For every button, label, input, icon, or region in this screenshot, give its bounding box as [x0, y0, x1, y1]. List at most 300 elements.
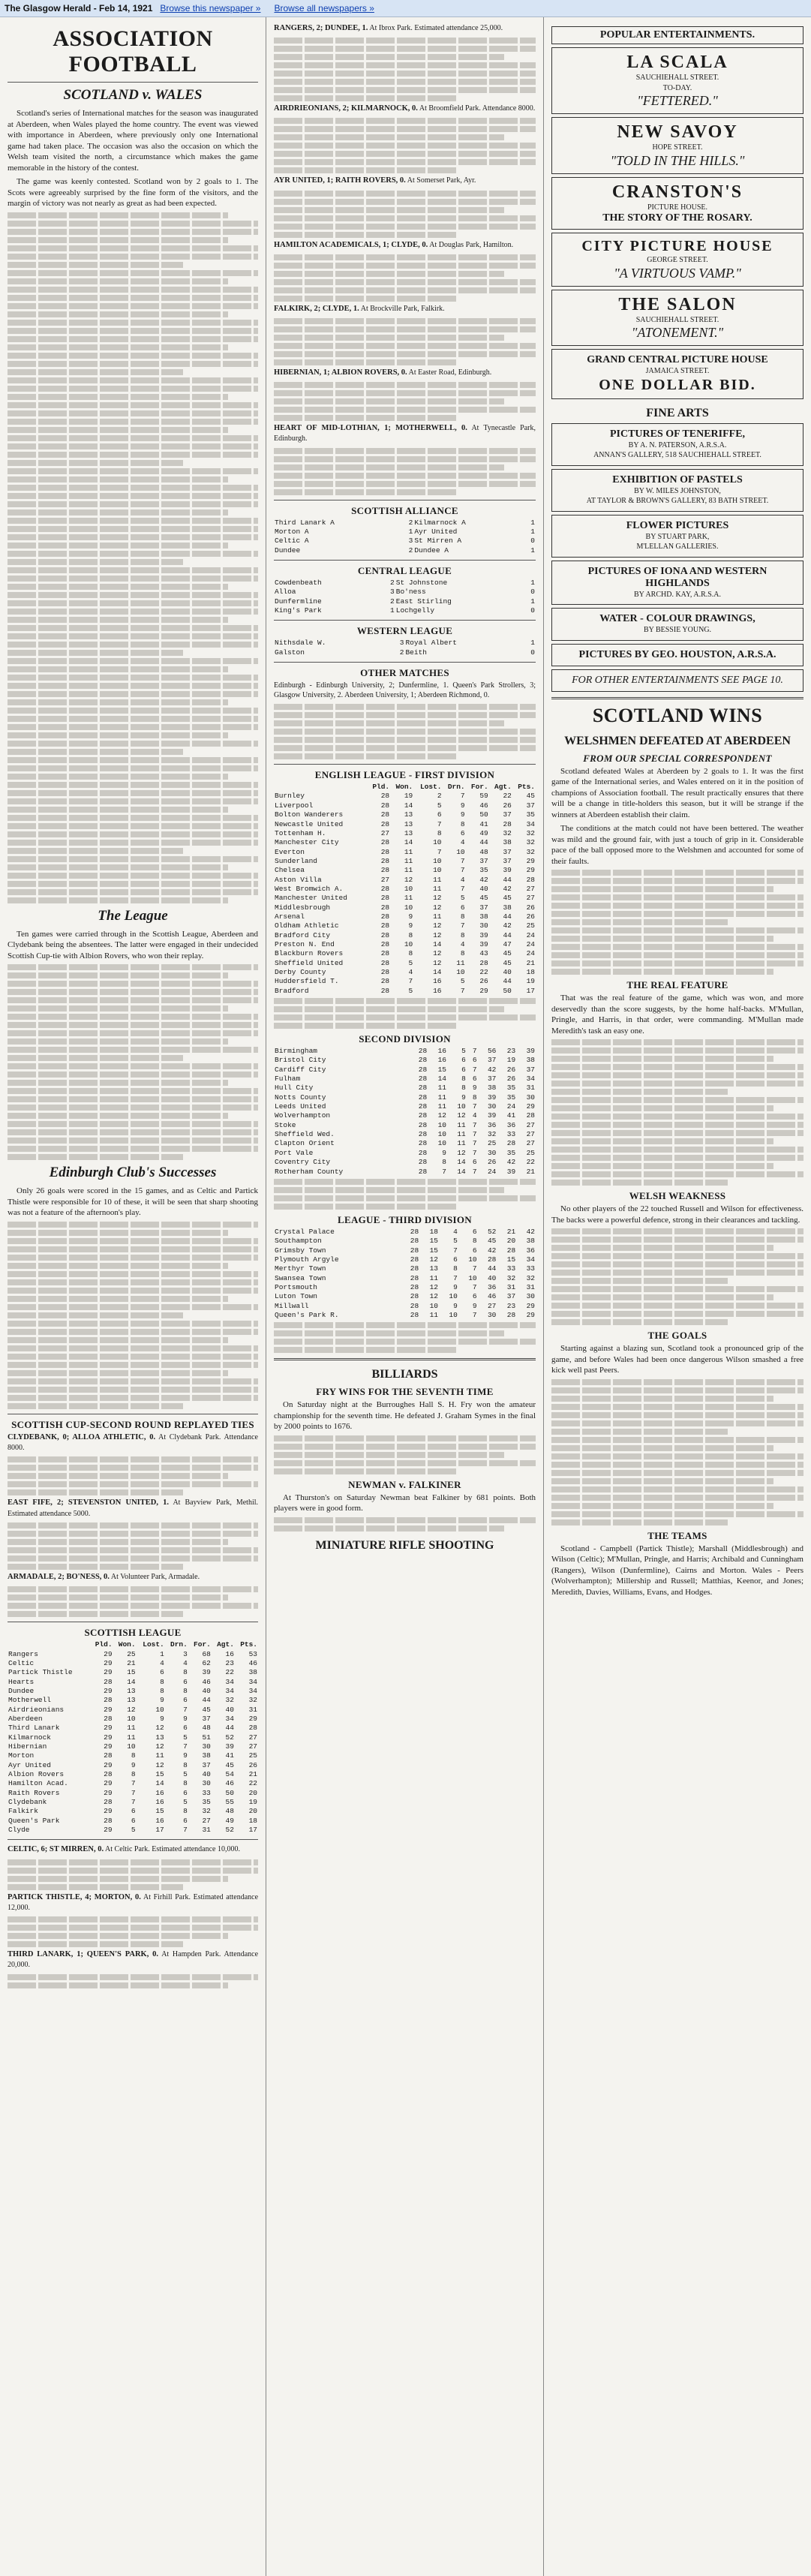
stat-cell: 33: [526, 1264, 535, 1273]
stat-cell: 28: [380, 912, 390, 921]
stat-cell: 8: [183, 1760, 188, 1769]
stat-cell: 26: [487, 1158, 497, 1167]
team-name: Dundee A: [414, 546, 449, 555]
stat-cell: 28: [418, 1102, 428, 1111]
stat-cell: 37: [487, 1075, 497, 1084]
stat-cell: 7: [183, 1705, 188, 1714]
stat-cell: 11: [433, 875, 442, 884]
team-name: Rotherham County: [275, 1167, 344, 1176]
team-name: Ayr United: [8, 1760, 52, 1769]
stat-cell: 9: [442, 1148, 446, 1157]
stat-cell: 25: [526, 921, 535, 930]
stat-cell: 29: [104, 1788, 113, 1797]
stat-cell: 28: [418, 1130, 428, 1139]
stat-cell: 9: [408, 921, 413, 930]
team-name: Cardiff City: [275, 1065, 326, 1074]
stat-cell: 28: [380, 939, 390, 948]
last-results: [8, 1844, 258, 1988]
stat-cell: 7: [453, 1273, 458, 1282]
stat-cell: 9: [460, 810, 465, 819]
stat-cell: 29: [104, 1724, 113, 1733]
stat-cell: 32: [225, 1696, 234, 1705]
stat-cell: 30: [487, 1310, 497, 1319]
billiards-text: On Saturday night at the Burroughes Hall S. H. Fry won the amateur championship for the seventh time. He defeated J. Graham Symes in the final by 2000 points to 1676.: [274, 1400, 536, 1432]
score: 2: [390, 579, 395, 588]
stat-cell: 5: [408, 958, 413, 967]
league-table-row: [8, 1668, 258, 1677]
stat-cell: 11: [127, 1733, 136, 1742]
stat-cell: 7: [183, 1742, 188, 1751]
result-row: [274, 639, 536, 648]
stat-cell: 6: [131, 1807, 136, 1816]
league-table-row: [274, 987, 536, 996]
stat-cell: 7: [472, 1310, 477, 1319]
stat-cell: 28: [418, 1075, 428, 1084]
stat-cell: 16: [433, 986, 442, 995]
third-division-heading: LEAGUE - THIRD DIVISION: [338, 1213, 472, 1225]
headline-scotland-wins: SCOTLAND WINS: [592, 704, 763, 726]
stat-cell: 7: [460, 856, 465, 865]
score: 1: [530, 528, 535, 537]
stat-cell: 4: [460, 939, 465, 948]
stat-cell: 28: [526, 875, 535, 884]
stat-cell: 44: [225, 1724, 234, 1733]
stat-cell: 34: [225, 1686, 234, 1695]
stat-cell: 13: [155, 1733, 164, 1742]
ad-cranstons: CRANSTON'S PICTURE HOUSE. THE STORY OF THE ROSARY.: [551, 177, 803, 230]
cup-ties-heading: SCOTTISH CUP-SECOND ROUND REPLAYED TIES: [11, 1418, 254, 1430]
league-table-row: [274, 1139, 536, 1148]
newman-falkiner-heading: NEWMAN v. FALKINER: [348, 1478, 461, 1490]
stat-cell: 44: [479, 838, 488, 847]
stat-cell: 8: [408, 930, 413, 939]
stat-cell: 36: [506, 1120, 516, 1129]
ad-la-scala: LA SCALA SAUCHIEHALL STREET. TO-DAY. "FETTERED.": [551, 47, 803, 114]
stat-cell: 28: [418, 1148, 428, 1157]
stat-cell: 50: [479, 810, 488, 819]
team-name: East Stirling: [395, 597, 452, 606]
stat-cell: 28: [418, 1056, 428, 1065]
cup-result: EAST FIFE, 2; STEVENSTON UNITED, 1. At Bayview Park, Methil. Estimated attendance 5000.: [8, 1498, 259, 1518]
league-table-row: [274, 1047, 536, 1056]
stat-cell: 11: [404, 856, 413, 865]
stat-cell: 24: [526, 930, 535, 939]
stat-cell: 6: [183, 1677, 188, 1686]
stat-cell: 12: [433, 903, 442, 912]
stat-cell: 50: [225, 1788, 234, 1797]
stat-cell: 4: [183, 1658, 188, 1667]
team-name: Motherwell: [8, 1696, 52, 1705]
team-name: Morton: [8, 1751, 35, 1760]
stat-cell: 5: [453, 1237, 458, 1246]
team-name: Manchester City: [275, 838, 339, 847]
stat-cell: 32: [526, 838, 535, 847]
stat-cell: 39: [506, 1167, 516, 1176]
match-report: HEART OF MID-LOTHIAN, 1; MOTHERWELL, 0. At Tynecastle Park, Edinburgh.: [274, 424, 536, 443]
stat-cell: 11: [433, 912, 442, 921]
goals-text: Starting against a blazing sun, Scotland took a pronounced grip of the game, and before Wales had been once dangerous Wilson smashed a free kick well past Peers.: [551, 1344, 803, 1375]
team-name: St Johnstone: [395, 579, 448, 588]
stat-cell: 40: [503, 968, 512, 977]
stat-cell: 35: [202, 1798, 211, 1807]
stat-cell: 28: [380, 884, 390, 893]
other-entertainments-note: FOR OTHER ENTERTAINMENTS SEE PAGE 10.: [551, 669, 803, 692]
league-table-row: [274, 903, 536, 912]
stat-cell: 43: [479, 949, 488, 958]
stat-cell: 33: [506, 1264, 516, 1273]
stat-cell: 42: [506, 1158, 516, 1167]
team-name: Alloa: [275, 588, 296, 597]
stat-cell: 7: [472, 1264, 477, 1273]
stat-cell: 29: [479, 986, 488, 995]
league-table-row: [8, 1770, 258, 1779]
team-name: Third Lanark A: [275, 518, 335, 527]
stat-cell: 36: [526, 1246, 535, 1255]
welsh-report-text: Scotland defeated Wales at Aberdeen by 2 goals to 1. It was the first game of the International series, and Wales entered on it in the position of champions of Association football. The result practically ensures that there will be a change in title-holders this season, but it will be strange if the winners at Aberdeen establish their claim.: [551, 766, 803, 819]
result-row: [274, 597, 536, 606]
stat-cell: 28: [104, 1798, 113, 1807]
rifle-shooting-heading: MINIATURE RIFLE SHOOTING: [315, 1538, 494, 1552]
stat-cell: 13: [404, 828, 413, 837]
league-table-row: [8, 1779, 258, 1788]
stat-cell: 30: [487, 1148, 497, 1157]
stat-cell: 22: [479, 968, 488, 977]
newspaper-page: [0, 17, 811, 2576]
team-name: Nithsdale W.: [275, 639, 326, 648]
team-name: Raith Rovers: [8, 1788, 60, 1797]
stat-cell: 32: [526, 1273, 535, 1282]
stat-cell: 29: [526, 1102, 535, 1111]
stat-cell: 51: [202, 1733, 211, 1742]
cup-results: [8, 1432, 258, 1618]
stat-cell: 7: [472, 1065, 477, 1074]
column-header: For.: [194, 1640, 211, 1649]
stat-cell: 24: [526, 949, 535, 958]
stat-cell: 7: [472, 1102, 477, 1111]
stat-cell: 7: [460, 792, 465, 801]
stat-cell: 11: [404, 866, 413, 875]
score: 1: [390, 606, 395, 615]
team-name: Beith: [405, 648, 427, 657]
league-table-row: [274, 1274, 536, 1283]
stat-cell: 10: [449, 1310, 458, 1319]
stat-cell: 44: [202, 1696, 211, 1705]
scottish-league-heading: SCOTTISH LEAGUE: [84, 1627, 182, 1639]
stat-cell: 28: [506, 1139, 516, 1148]
stat-cell: 10: [404, 884, 413, 893]
stat-cell: 6: [472, 1158, 477, 1167]
stat-cell: 14: [437, 1075, 446, 1084]
stat-cell: 16: [155, 1798, 164, 1807]
stat-cell: 15: [429, 1237, 438, 1246]
stat-cell: 37: [526, 1065, 535, 1074]
stat-cell: 45: [479, 894, 488, 903]
stat-cell: 53: [248, 1649, 257, 1658]
subhead-scotland-wales: SCOTLAND v. WALES: [63, 87, 203, 103]
league-table-row: [274, 1292, 536, 1301]
stat-cell: 41: [225, 1751, 234, 1760]
stat-cell: 34: [526, 819, 535, 828]
stat-cell: 5: [408, 986, 413, 995]
team-name: Notts County: [275, 1093, 326, 1102]
column-header: Pld.: [372, 783, 390, 792]
stat-cell: 6: [437, 810, 442, 819]
other-matches-heading: OTHER MATCHES: [360, 667, 449, 679]
stat-cell: 12: [155, 1760, 164, 1769]
stat-cell: 14: [127, 1677, 136, 1686]
stat-cell: 5: [460, 894, 465, 903]
stat-cell: 7: [472, 1120, 477, 1129]
stat-cell: 32: [487, 1130, 497, 1139]
column-1: [0, 17, 266, 2576]
stat-cell: 59: [479, 792, 488, 801]
stat-cell: 10: [449, 1292, 458, 1301]
stat-cell: 37: [479, 903, 488, 912]
stat-cell: 42: [503, 884, 512, 893]
stat-cell: 28: [418, 1139, 428, 1148]
league-table-row: [8, 1650, 258, 1659]
stat-cell: 32: [526, 847, 535, 856]
stat-cell: 28: [526, 1111, 535, 1120]
stat-cell: 37: [479, 856, 488, 865]
central-league-heading: CENTRAL LEAGUE: [357, 565, 452, 577]
stat-cell: 11: [456, 958, 465, 967]
stat-cell: 17: [155, 1826, 164, 1835]
league-text: Ten games were carried through in the Scottish League, Aberdeen and Clydebank being the absentees. The latter were engaged in their undecided Scottish Cup-tie with Albion Rovers, who won their replay.: [8, 929, 258, 960]
team-name: Sunderland: [275, 856, 318, 865]
stat-cell: 9: [472, 1084, 477, 1093]
team-name: Huddersfield T.: [275, 977, 339, 986]
result-row: [274, 579, 536, 588]
result-row: [274, 519, 536, 528]
stat-cell: 29: [104, 1742, 113, 1751]
column-header: Pts.: [240, 1640, 257, 1649]
stat-cell: 32: [248, 1696, 257, 1705]
browse-all-newspapers-link[interactable]: Browse all newspapers »: [274, 3, 374, 14]
western-league-results: [274, 639, 536, 657]
stat-cell: 7: [460, 884, 465, 893]
central-league-results: [274, 579, 536, 615]
stat-cell: 8: [461, 1075, 466, 1084]
stat-cell: 19: [506, 1056, 516, 1065]
stat-cell: 10: [433, 838, 442, 847]
team-name: Blackburn Rovers: [275, 949, 344, 958]
team-name: Queen's Park: [8, 1816, 60, 1825]
team-name: Celtic: [8, 1658, 35, 1667]
league-table-row: [8, 1659, 258, 1668]
team-name: Hamilton Acad.: [8, 1779, 68, 1788]
stat-cell: 44: [503, 875, 512, 884]
special-correspondent: FROM OUR SPECIAL CORRESPONDENT: [583, 752, 772, 764]
stat-cell: 28: [380, 903, 390, 912]
stat-cell: 10: [468, 1273, 477, 1282]
score: 0: [530, 606, 535, 615]
stat-cell: 29: [104, 1760, 113, 1769]
league-table-row: [274, 968, 536, 977]
league-table-row: [274, 885, 536, 894]
stat-cell: 28: [418, 1065, 428, 1074]
stat-cell: 9: [131, 1760, 136, 1769]
league-table-row: [274, 857, 536, 866]
team-name: Tottenham H.: [275, 828, 326, 837]
column-header: Lost.: [420, 783, 442, 792]
stat-cell: 28: [380, 838, 390, 847]
stat-cell: 27: [487, 1301, 497, 1310]
stat-cell: 6: [183, 1816, 188, 1825]
stat-cell: 10: [437, 1120, 446, 1129]
stat-cell: 28: [380, 792, 390, 801]
match-report: FALKIRK, 2; CLYDE, 1. At Brockville Park, Falkirk.: [274, 304, 445, 313]
stat-cell: 11: [404, 847, 413, 856]
stat-cell: 29: [104, 1826, 113, 1835]
cup-result: ARMADALE, 2; BO'NESS, 0. At Volunteer Park, Armadale.: [8, 1573, 200, 1582]
stat-cell: 8: [183, 1686, 188, 1695]
stat-cell: 37: [506, 1292, 516, 1301]
league-table-row: [274, 848, 536, 857]
browse-this-newspaper-link[interactable]: Browse this newspaper »: [160, 3, 261, 14]
stat-cell: 10: [433, 856, 442, 865]
stat-cell: 37: [503, 847, 512, 856]
stat-cell: 11: [155, 1751, 164, 1760]
stat-cell: 15: [429, 1246, 438, 1255]
match-report: AYR UNITED, 1; RAITH ROVERS, 0. At Somerset Park, Ayr.: [274, 176, 476, 185]
league-table-row: [274, 1302, 536, 1311]
league-table-row: [274, 894, 536, 903]
stat-cell: 34: [225, 1677, 234, 1686]
ad-new-savoy: NEW SAVOY HOPE STREET. "TOLD IN THE HILLS.": [551, 117, 803, 174]
stat-cell: 9: [461, 1093, 466, 1102]
league-table-row: [274, 931, 536, 940]
stat-cell: 28: [380, 894, 390, 903]
stat-cell: 28: [380, 866, 390, 875]
stat-cell: 28: [410, 1227, 419, 1236]
stat-cell: 22: [503, 792, 512, 801]
stat-cell: 16: [155, 1816, 164, 1825]
team-name: Luton Town: [275, 1292, 318, 1301]
stat-cell: 44: [503, 930, 512, 939]
stat-cell: 28: [410, 1264, 419, 1273]
stat-cell: 26: [479, 977, 488, 986]
league-table-row: [274, 1311, 536, 1320]
stat-cell: 5: [437, 801, 442, 810]
stat-cell: 40: [487, 1273, 497, 1282]
team-name: Derby County: [275, 968, 326, 977]
stat-cell: 12: [404, 875, 413, 884]
browser-header-bar: [0, 0, 811, 17]
team-name: Hibernian: [8, 1742, 47, 1751]
column-header: Drn.: [447, 783, 465, 792]
team-name: Clydebank: [8, 1798, 47, 1807]
stat-cell: 5: [183, 1798, 188, 1807]
stat-cell: 11: [437, 1084, 446, 1093]
stat-cell: 26: [503, 801, 512, 810]
league-table-row: [274, 977, 536, 986]
league-table-row: [8, 1817, 258, 1826]
stat-cell: 7: [460, 986, 465, 995]
stat-cell: 45: [503, 949, 512, 958]
stat-cell: 8: [183, 1807, 188, 1816]
stat-cell: 11: [429, 1310, 438, 1319]
stat-cell: 20: [248, 1788, 257, 1797]
stat-cell: 11: [457, 1130, 466, 1139]
match-report: RANGERS, 2; DUNDEE, 1. At Ibrox Park. Estimated attendance 25,000.: [274, 24, 503, 32]
stat-cell: 28: [380, 977, 390, 986]
stat-cell: 28: [487, 1255, 497, 1264]
league-table-row: [8, 1715, 258, 1724]
fine-arts-heading: FINE ARTS: [646, 406, 709, 419]
league-table-row: [274, 838, 536, 847]
stat-cell: 8: [408, 949, 413, 958]
stat-cell: 11: [457, 1139, 466, 1148]
stat-cell: 28: [380, 958, 390, 967]
team-name: Millwall: [275, 1301, 309, 1310]
stat-cell: 10: [456, 847, 465, 856]
stat-cell: 28: [410, 1282, 419, 1291]
stat-cell: 21: [506, 1227, 516, 1236]
league-table-row: [274, 1102, 536, 1111]
stat-cell: 9: [183, 1751, 188, 1760]
stat-cell: 32: [526, 828, 535, 837]
stat-cell: 7: [408, 977, 413, 986]
stat-cell: 8: [183, 1668, 188, 1677]
stat-cell: 32: [202, 1807, 211, 1816]
team-name: Sheffield Wed.: [275, 1130, 335, 1139]
league-result: CELTIC, 6; ST MIRREN, 0. At Celtic Park. Estimated attendance 10,000.: [8, 1845, 240, 1854]
stat-cell: 6: [472, 1075, 477, 1084]
stat-cell: 10: [155, 1705, 164, 1714]
goals-heading: THE GOALS: [647, 1330, 707, 1342]
league-table-row: [274, 921, 536, 930]
team-name: Morton A: [275, 528, 309, 537]
stat-cell: 42: [487, 1246, 497, 1255]
column-header: Won.: [395, 783, 413, 792]
stat-cell: 4: [408, 968, 413, 977]
stat-cell: 38: [526, 1056, 535, 1065]
team-name: Stoke: [275, 1120, 296, 1129]
team-name: Portsmouth: [275, 1282, 318, 1291]
stat-cell: 9: [460, 801, 465, 810]
stat-cell: 10: [404, 939, 413, 948]
stat-cell: 38: [202, 1751, 211, 1760]
stat-cell: 9: [183, 1715, 188, 1723]
column-header: Lost.: [143, 1640, 164, 1649]
stat-cell: 7: [460, 921, 465, 930]
ad-grand-central: GRAND CENTRAL PICTURE HOUSE JAMAICA STREET. ONE DOLLAR BID.: [551, 349, 803, 399]
stat-cell: 45: [225, 1760, 234, 1769]
team-name: Fulham: [275, 1075, 301, 1084]
stat-cell: 14: [457, 1167, 466, 1176]
stat-cell: 13: [127, 1696, 136, 1705]
stat-cell: 5: [461, 1047, 466, 1056]
stat-cell: 3: [183, 1649, 188, 1658]
stat-cell: 21: [127, 1658, 136, 1667]
stat-cell: 37: [526, 801, 535, 810]
team-name: Crystal Palace: [275, 1227, 335, 1236]
stat-cell: 11: [429, 1273, 438, 1282]
stat-cell: 29: [526, 856, 535, 865]
stat-cell: 28: [418, 1047, 428, 1056]
league-table-row: [274, 1066, 536, 1075]
stat-cell: 39: [202, 1668, 211, 1677]
team-name: Everton: [275, 847, 305, 856]
team-name: Chelsea: [275, 866, 305, 875]
league-table-row: [274, 829, 536, 838]
team-name: Dundee: [8, 1686, 35, 1695]
stat-cell: 28: [418, 1084, 428, 1093]
real-feature-heading: THE REAL FEATURE: [626, 979, 728, 991]
stat-cell: 8: [183, 1779, 188, 1788]
stat-cell: 13: [404, 810, 413, 819]
